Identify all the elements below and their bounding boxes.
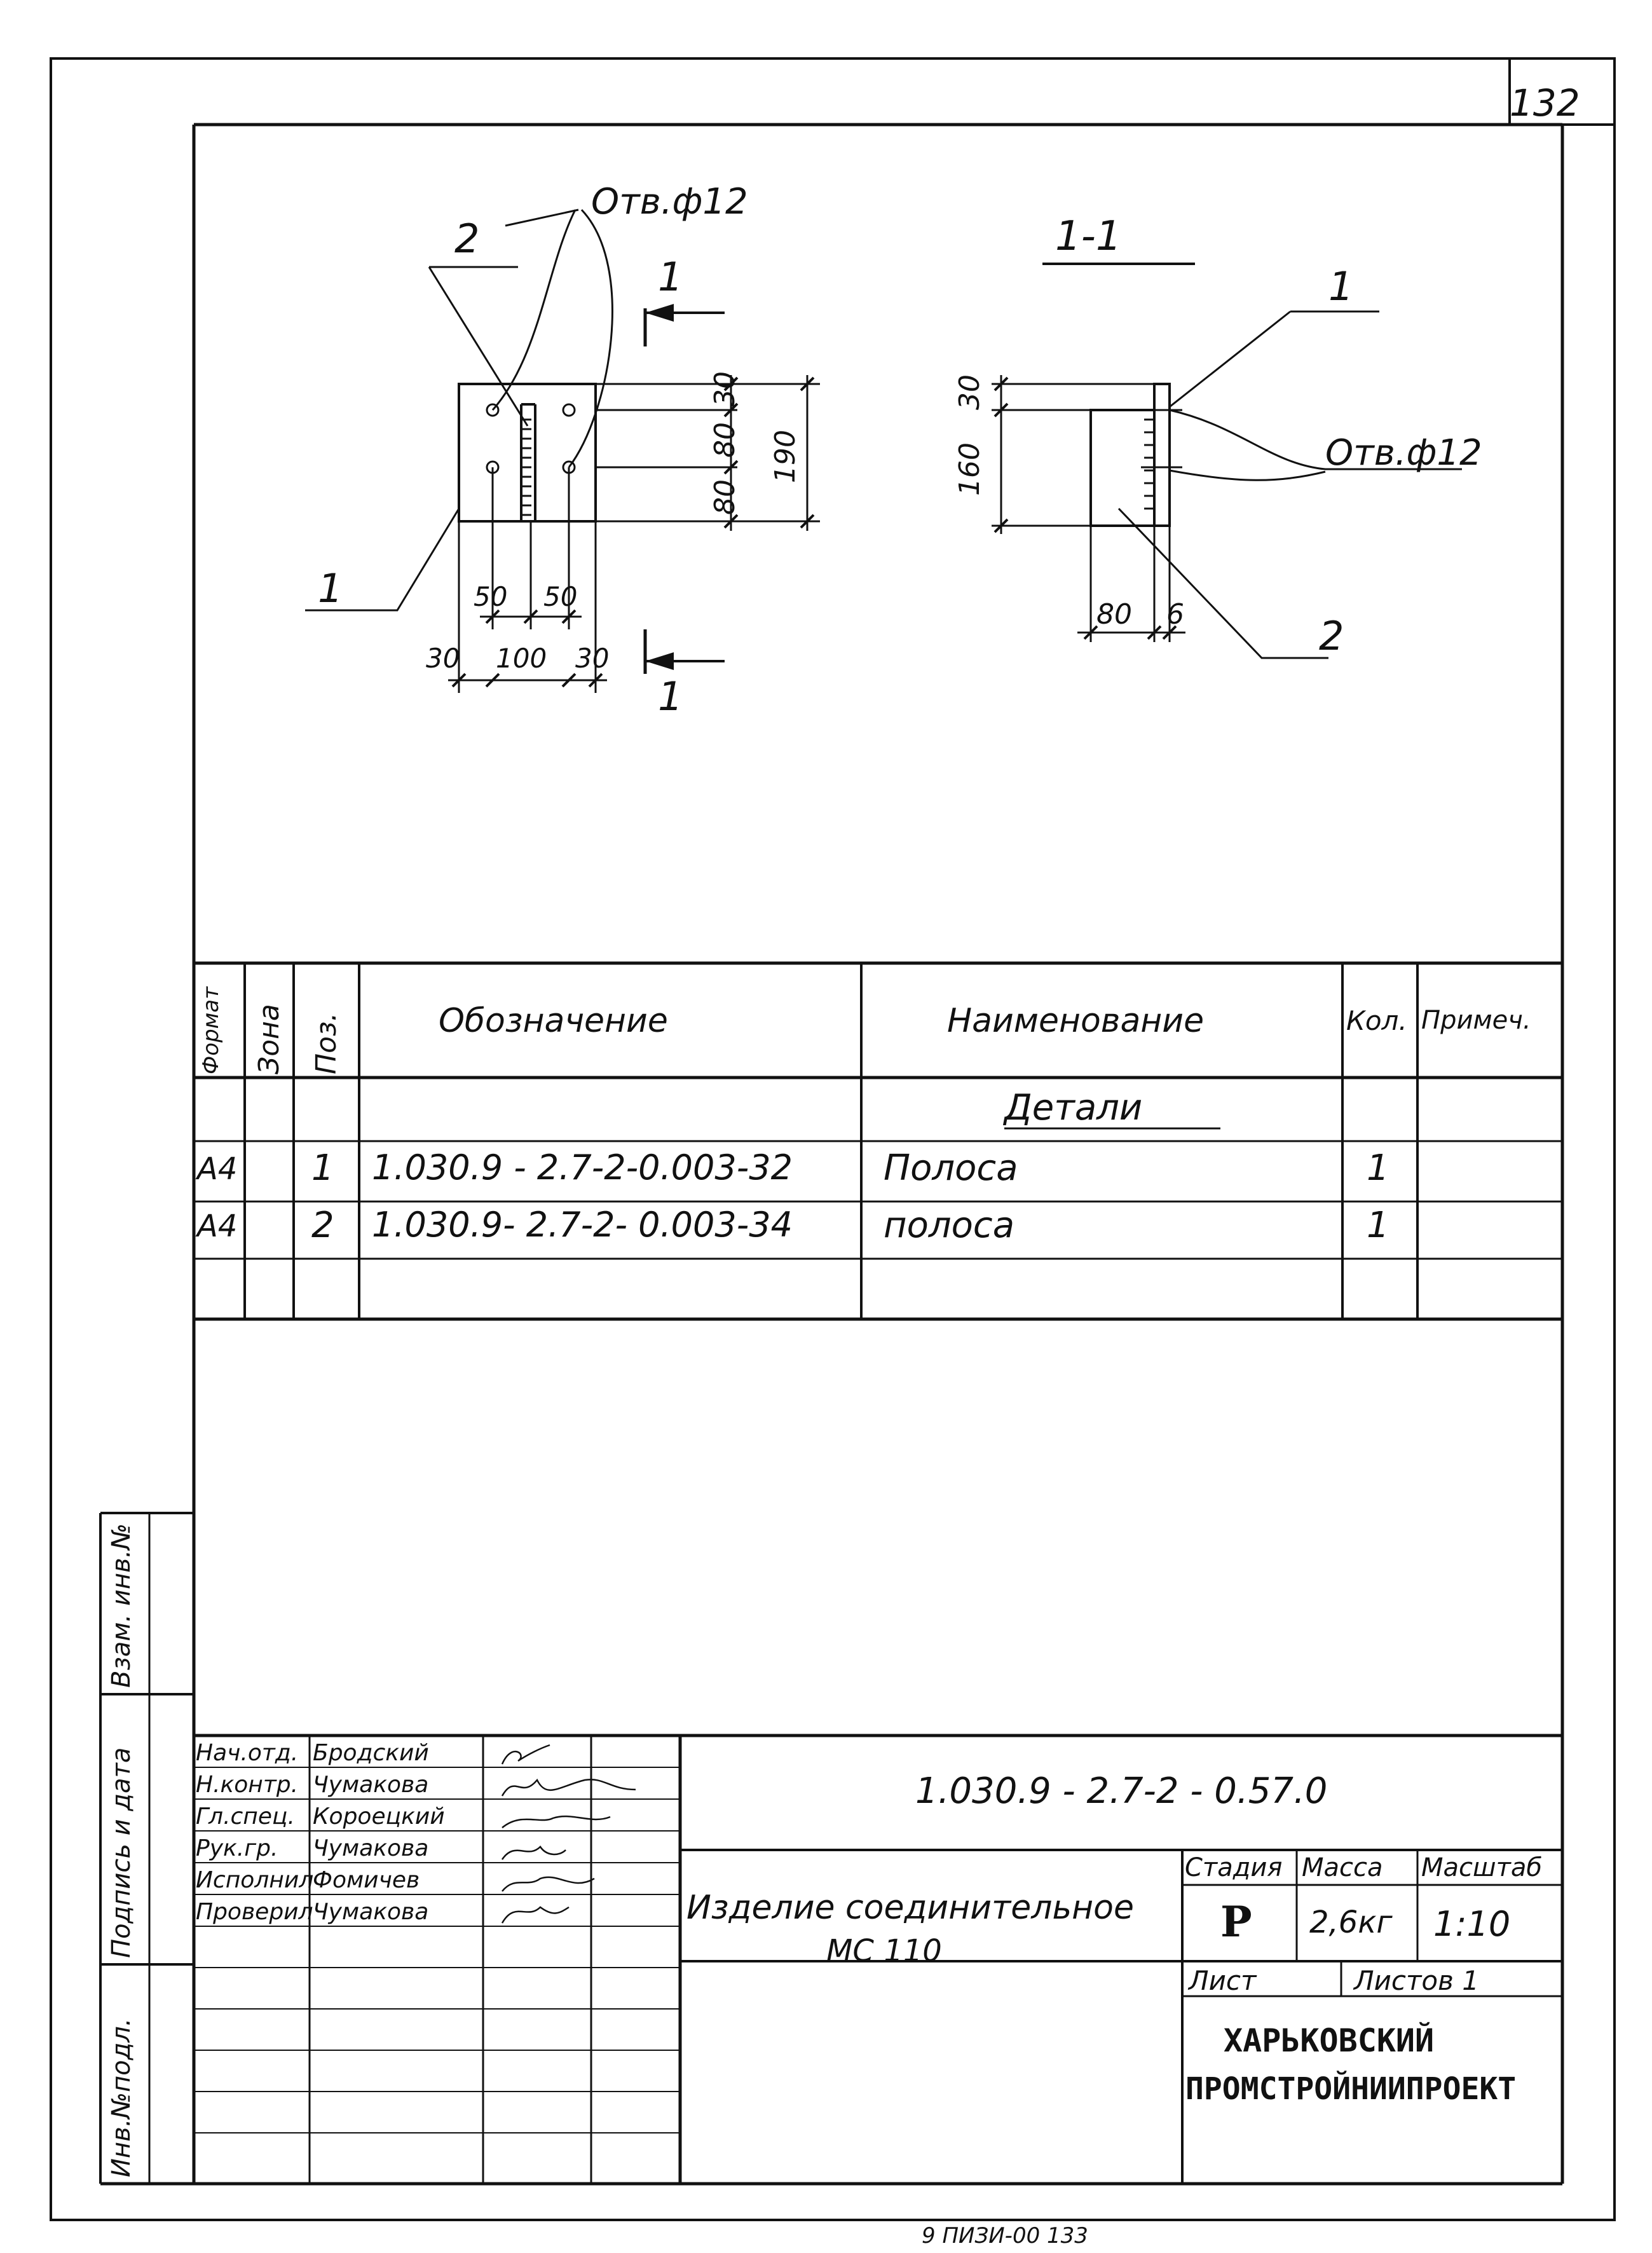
tb-name-5: Фомичев bbox=[313, 1867, 420, 1893]
tb-role-1: Нач.отд. bbox=[196, 1740, 299, 1766]
section-dim-30: 30 bbox=[953, 374, 986, 410]
section-dim-160: 160 bbox=[953, 442, 986, 496]
section-pos-1: 1 bbox=[1328, 263, 1354, 310]
stamp-sign-date: Подпись и дата bbox=[107, 1747, 136, 1958]
row1-format: А4 bbox=[197, 1151, 238, 1187]
tb-org-line2: ПРОМСТРОЙНИИПРОЕКТ bbox=[1185, 2071, 1517, 2107]
section-mark-bottom: 1 bbox=[658, 673, 683, 720]
signature-marks bbox=[502, 1745, 636, 1923]
dim-30-vertical: 30 bbox=[709, 371, 741, 407]
section-mark-top: 1 bbox=[658, 254, 683, 300]
plan-hole-label: Отв.ф12 bbox=[591, 181, 748, 223]
tb-name-1: Бродский bbox=[313, 1740, 429, 1766]
spec-header-name: Наименование bbox=[947, 1002, 1205, 1040]
plan-view bbox=[305, 210, 820, 693]
tb-role-3: Гл.спец. bbox=[196, 1804, 295, 1830]
dim-30-left: 30 bbox=[426, 643, 460, 674]
spec-header-qty: Кол. bbox=[1346, 1005, 1407, 1036]
dim-80-lower: 80 bbox=[709, 479, 741, 515]
dim-30-right: 30 bbox=[575, 643, 610, 674]
section-hole-label: Отв.ф12 bbox=[1325, 432, 1482, 474]
tb-scale-value: 1:10 bbox=[1433, 1904, 1511, 1944]
tb-name-3: Короецкий bbox=[313, 1804, 445, 1830]
dim-190: 190 bbox=[769, 430, 802, 483]
tb-name-4: Чумакова bbox=[313, 1835, 429, 1861]
stamp-inv-podl: Инв.№подл. bbox=[107, 2018, 136, 2177]
row2-name: полоса bbox=[884, 1205, 1015, 1246]
tb-stage-value: Р bbox=[1220, 1897, 1252, 1947]
row2-designation: 1.030.9- 2.7-2- 0.003-34 bbox=[372, 1205, 793, 1245]
tb-mass-value: 2,6кг bbox=[1309, 1905, 1393, 1940]
plan-pos-2: 2 bbox=[454, 216, 480, 262]
tb-role-6: Проверил bbox=[196, 1899, 313, 1925]
tb-product-name: Изделие соединительное bbox=[686, 1889, 1134, 1927]
tb-scale-label: Масштаб bbox=[1421, 1853, 1543, 1882]
tb-stage-label: Стадия bbox=[1185, 1853, 1283, 1882]
section-title: 1-1 bbox=[1055, 213, 1122, 260]
tb-document-code: 1.030.9 - 2.7-2 - 0.57.0 bbox=[915, 1770, 1328, 1812]
dim-100: 100 bbox=[496, 643, 547, 674]
spec-header-zone: Зона bbox=[253, 1004, 285, 1074]
row2-pos: 2 bbox=[311, 1205, 334, 1246]
spec-header-pos: Поз. bbox=[310, 1012, 343, 1074]
page-number: 132 bbox=[1510, 81, 1580, 125]
tb-role-4: Рук.гр. bbox=[196, 1835, 278, 1861]
tb-role-5: Исполнил bbox=[196, 1867, 314, 1893]
spec-header-note: Примеч. bbox=[1421, 1006, 1531, 1035]
row1-designation: 1.030.9 - 2.7-2-0.003-32 bbox=[372, 1147, 793, 1188]
tb-role-2: Н.контр. bbox=[196, 1772, 299, 1798]
section-pos-2: 2 bbox=[1319, 613, 1344, 659]
dim-80-upper: 80 bbox=[709, 422, 741, 458]
row1-pos: 1 bbox=[311, 1147, 334, 1189]
row2-format: А4 bbox=[197, 1209, 238, 1244]
tb-product-mark: МС 110 bbox=[826, 1933, 942, 1969]
tb-mass-label: Масса bbox=[1302, 1853, 1383, 1882]
tb-name-6: Чумакова bbox=[313, 1899, 429, 1925]
tb-sheets-label: Листов 1 bbox=[1354, 1965, 1479, 1996]
tb-org-line1: ХАРЬКОВСКИЙ bbox=[1224, 2022, 1435, 2059]
spec-header-format: Формат bbox=[198, 987, 224, 1074]
spec-header-designation: Обозначение bbox=[439, 1002, 668, 1040]
dim-50-right: 50 bbox=[543, 581, 578, 612]
dim-50-left: 50 bbox=[474, 581, 508, 612]
spec-section-title: Детали bbox=[1004, 1087, 1143, 1128]
section-strip-1 bbox=[1154, 384, 1170, 526]
tb-sheet-label: Лист bbox=[1189, 1965, 1257, 1996]
stamp-inv-vzam: Взам. инв.№ bbox=[107, 1523, 136, 1688]
plan-pos-1: 1 bbox=[318, 565, 343, 612]
row1-qty: 1 bbox=[1367, 1147, 1389, 1189]
tb-name-2: Чумакова bbox=[313, 1772, 429, 1798]
row1-name: Полоса bbox=[884, 1147, 1018, 1189]
section-dim-80: 80 bbox=[1096, 598, 1132, 631]
footer-text: 9 ПИЗИ-00 133 bbox=[922, 2223, 1088, 2249]
section-dim-6: 6 bbox=[1166, 598, 1184, 631]
row2-qty: 1 bbox=[1367, 1205, 1389, 1246]
